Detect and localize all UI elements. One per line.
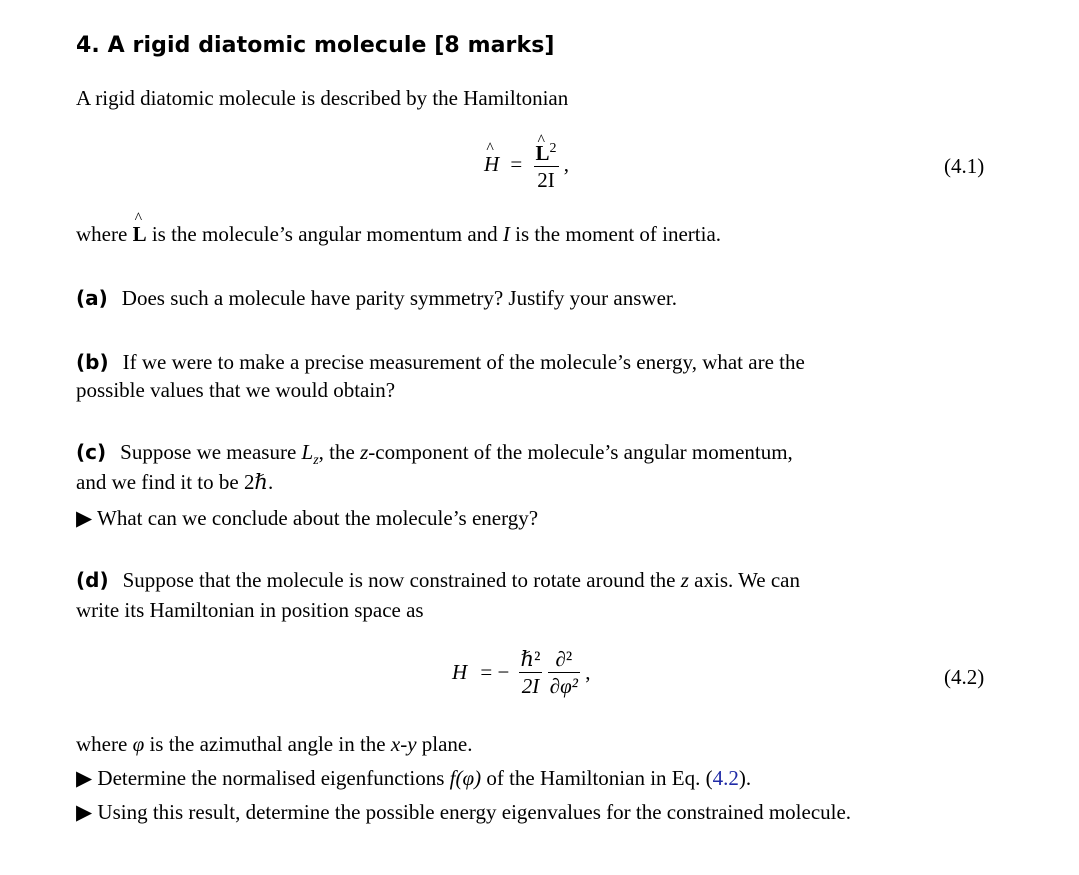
part-a-label: (a) xyxy=(76,286,108,310)
intro-text: A rigid diatomic molecule is described by the Hamiltonian xyxy=(76,86,569,110)
part-c-line-2: and we find it to be 2ℏ. xyxy=(76,470,274,494)
part-b-line-2: possible values that we would obtain? xyxy=(76,378,396,402)
part-c-bullet: ▶ What can we conclude about the molecule’s energy? xyxy=(76,506,539,530)
equation-4-2: H = − $\frac{\text{ℏ²}}{2I}$ $\frac{\text{∂²}}{\text{∂φ²}}$ , xyxy=(452,647,591,698)
bullet-energy-eigenvalues: ▶ Using this result, determine the possible energy eigenvalues for the constrained molecule. xyxy=(76,800,852,824)
part-c-label: (c) xyxy=(76,440,107,464)
part-a: (a) Does such a molecule have parity symmetry? Justify your answer. xyxy=(76,286,677,310)
equation-number-4-1: (4.1) xyxy=(944,154,985,178)
equation-reference-link[interactable]: 4.2 xyxy=(712,766,739,790)
part-d-line-2: write its Hamiltonian in position space as xyxy=(76,598,424,622)
bullet-eigenfunctions: ▶ Determine the normalised eigenfunctions f(φ) of the Hamiltonian in Eq. (4.2). xyxy=(76,766,752,790)
part-d-label: (d) xyxy=(76,568,109,592)
equation-4-1: ^ H = ^ $\frac{L^2}{2I}$ , xyxy=(484,136,569,193)
question-heading: 4. A rigid diatomic molecule [8 marks] xyxy=(76,33,555,58)
part-d-line-1: (d) Suppose that the molecule is now constrained to rotate around the z axis. We can xyxy=(76,568,800,592)
where-angular-momentum: where ^ L is the molecule’s angular momentum and I is the moment of inertia. xyxy=(76,222,721,247)
part-b-line-1: (b) If we were to make a precise measurement of the molecule’s energy, what are the xyxy=(76,350,805,374)
equation-number-4-2: (4.2) xyxy=(944,665,985,689)
where-azimuthal: where φ is the azimuthal angle in the x-y plane. xyxy=(76,732,473,756)
part-b-label: (b) xyxy=(76,350,109,374)
part-c-line-1: (c) Suppose we measure $L_z$, the z-component of the molecule’s angular momentum, xyxy=(76,440,793,469)
